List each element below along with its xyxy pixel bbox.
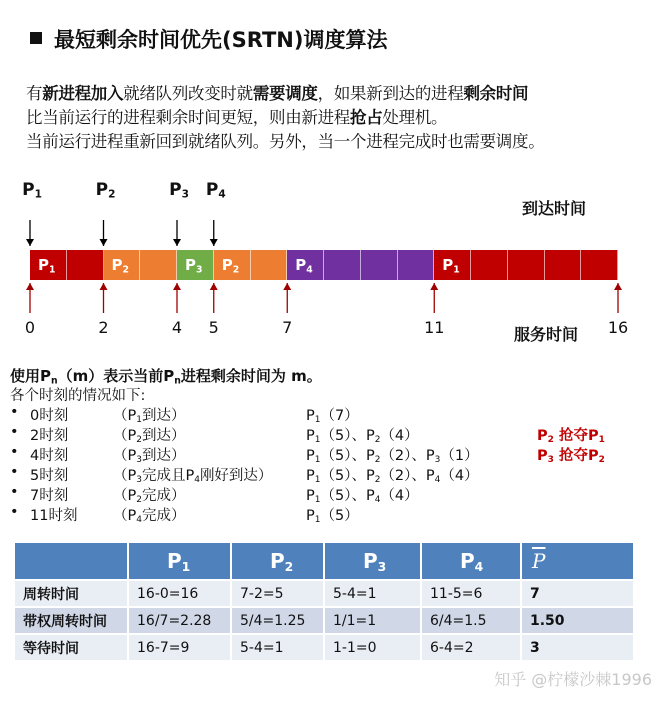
table-cell: 6-4=2 [422, 635, 520, 660]
moment-time: 2时刻 [30, 428, 69, 444]
table-cell: 16-0=16 [129, 581, 230, 606]
moment-time: 0时刻 [30, 408, 69, 424]
bullet-icon: • [10, 444, 19, 460]
moment-state: $P_1(7)$ [306, 408, 359, 426]
table-cell: 1/1=1 [325, 608, 420, 633]
table-cell: 1-1=0 [325, 635, 420, 660]
moment-event: （$P_2$到达） [113, 428, 186, 446]
time-tick-label: 0 [24, 318, 36, 337]
header-average: $\overline{P}$ [522, 543, 633, 579]
service-tick-arrow-head [210, 283, 218, 290]
time-tick-label: 11 [424, 318, 445, 337]
time-tick-label: 7 [282, 318, 293, 337]
row-label: 等待时间 [15, 635, 127, 660]
results-table [13, 541, 635, 662]
arrival-label-p2: $P_2$ [95, 180, 116, 201]
table-cell: 16/7=2.28 [129, 608, 230, 633]
gantt-cell-p1 [508, 250, 545, 280]
gantt-cell-p1 [545, 250, 582, 280]
gantt-cell-p4 [361, 250, 398, 280]
average-cell: 1.50 [522, 608, 633, 633]
title-text: 最短剩余时间优先(SRTN)调度算法 [54, 28, 388, 52]
service-time-label: 服务时间 [514, 325, 579, 344]
moment-state: $P_1(5)$、$P_2(4)$ [306, 428, 419, 446]
gantt-cell-p2 [251, 250, 288, 280]
table-cell: 7-2=5 [232, 581, 323, 606]
bullet-icon: • [10, 424, 19, 440]
moment-state: $P_1(5)$ [306, 508, 359, 526]
service-tick-arrow-head [614, 283, 622, 290]
moment-event: （$P_2$完成） [113, 488, 186, 506]
table-header-row [15, 543, 633, 579]
arrival-arrow-head [173, 239, 181, 246]
moment-state: $P_1(5)$、$P_2(2)$、$P_3(1)$ [306, 448, 479, 466]
moment-time: 4时刻 [30, 448, 69, 464]
gantt-cell-p1 [67, 250, 104, 280]
row-label: 周转时间 [15, 581, 127, 606]
arrival-arrow-head [210, 239, 218, 246]
table-cell: 5-4=1 [325, 581, 420, 606]
gantt-cell-p1: $P_1$ [30, 250, 67, 280]
arrival-label-p1: $P_1$ [22, 180, 42, 201]
header-p3: $P_3$ [325, 543, 420, 579]
moment-time: 7时刻 [30, 488, 69, 504]
header-p2: $P_2$ [232, 543, 323, 579]
bullet-icon: • [10, 464, 19, 480]
table-row [15, 608, 633, 633]
row-label: 带权周转时间 [15, 608, 127, 633]
time-tick-label: 4 [171, 318, 183, 337]
watermark: 知乎 @柠檬沙棘1996 [494, 670, 652, 689]
gantt-chart [0, 170, 666, 350]
header-p1: $P_1$ [129, 543, 230, 579]
arrival-label-p4: $P_4$ [205, 180, 226, 201]
moment-time: 5时刻 [30, 468, 69, 484]
gantt-cell-p4 [324, 250, 361, 280]
bullet-icon: • [10, 484, 19, 500]
time-tick-label: 2 [98, 318, 109, 337]
service-tick-arrow-head [430, 283, 438, 290]
gantt-cell-p2 [140, 250, 177, 280]
table-row [15, 635, 633, 660]
moment-time: 11时刻 [30, 508, 78, 524]
slide-title [30, 24, 387, 54]
notation-intro: 使用$P_n(m)$表示当前$P_n$进程剩余时间为 m。 [10, 367, 322, 387]
gantt-cell-p4: $P_4$ [287, 250, 324, 280]
timeline-heading: 各个时刻的情况如下: [10, 388, 146, 404]
gantt-cell-p3: $P_3$ [177, 250, 214, 280]
gantt-cell-p1 [581, 250, 618, 280]
arrival-arrow-head [26, 239, 34, 246]
moment-event: （$P_3$到达） [113, 448, 186, 466]
moment-event: （$P_3$完成且$P_4$刚好到达） [113, 468, 273, 486]
table-cell: 16-7=9 [129, 635, 230, 660]
preemption-note: $P_3$ 抢夺$P_2$ [537, 448, 605, 466]
service-tick-arrow-head [26, 283, 34, 290]
preemption-note: $P_2$ 抢夺$P_1$ [537, 428, 605, 446]
gantt-cell-p2: $P_2$ [104, 250, 141, 280]
arrival-arrow-head [100, 239, 108, 246]
time-tick-label: 16 [607, 318, 629, 337]
gantt-cell-p4 [398, 250, 435, 280]
table-cell: 5/4=1.25 [232, 608, 323, 633]
average-cell: 3 [522, 635, 633, 660]
table-row [15, 581, 633, 606]
bullet-icon: • [10, 404, 19, 420]
square-bullet-icon [30, 32, 42, 44]
moment-state: $P_1(5)$、$P_4(4)$ [306, 488, 419, 506]
description-line-1: 有新进程加入就绪队列改变时就需要调度，如果新到达的进程剩余时间 [26, 84, 529, 103]
description-line-3: 当前运行进程重新回到就绪队列。另外，当一个进程完成时也需要调度。 [26, 132, 545, 151]
bullet-icon: • [10, 504, 19, 520]
description-line-2: 比当前运行的进程剩余时间更短，则由新进程抢占处理机。 [26, 108, 448, 127]
average-cell: 7 [522, 581, 633, 606]
time-tick-label: 5 [208, 318, 219, 337]
arrival-time-label: 到达时间 [522, 199, 587, 218]
table-cell: 11-5=6 [422, 581, 520, 606]
header-empty [15, 543, 127, 579]
gantt-cell-p1: $P_1$ [434, 250, 471, 280]
moment-event: （$P_1$到达） [113, 408, 186, 426]
header-p4: $P_4$ [422, 543, 520, 579]
table-cell: 6/4=1.5 [422, 608, 520, 633]
service-tick-arrow-head [283, 283, 291, 290]
moment-event: （$P_4$完成） [113, 508, 186, 526]
service-tick-arrow-head [173, 283, 181, 290]
gantt-cell-p2: $P_2$ [214, 250, 251, 280]
table-cell: 5-4=1 [232, 635, 323, 660]
gantt-cell-p1 [471, 250, 508, 280]
moment-state: $P_1(5)$、$P_2(2)$、$P_4(4)$ [306, 468, 479, 486]
arrival-label-p3: $P_3$ [169, 180, 189, 201]
service-tick-arrow-head [100, 283, 108, 290]
